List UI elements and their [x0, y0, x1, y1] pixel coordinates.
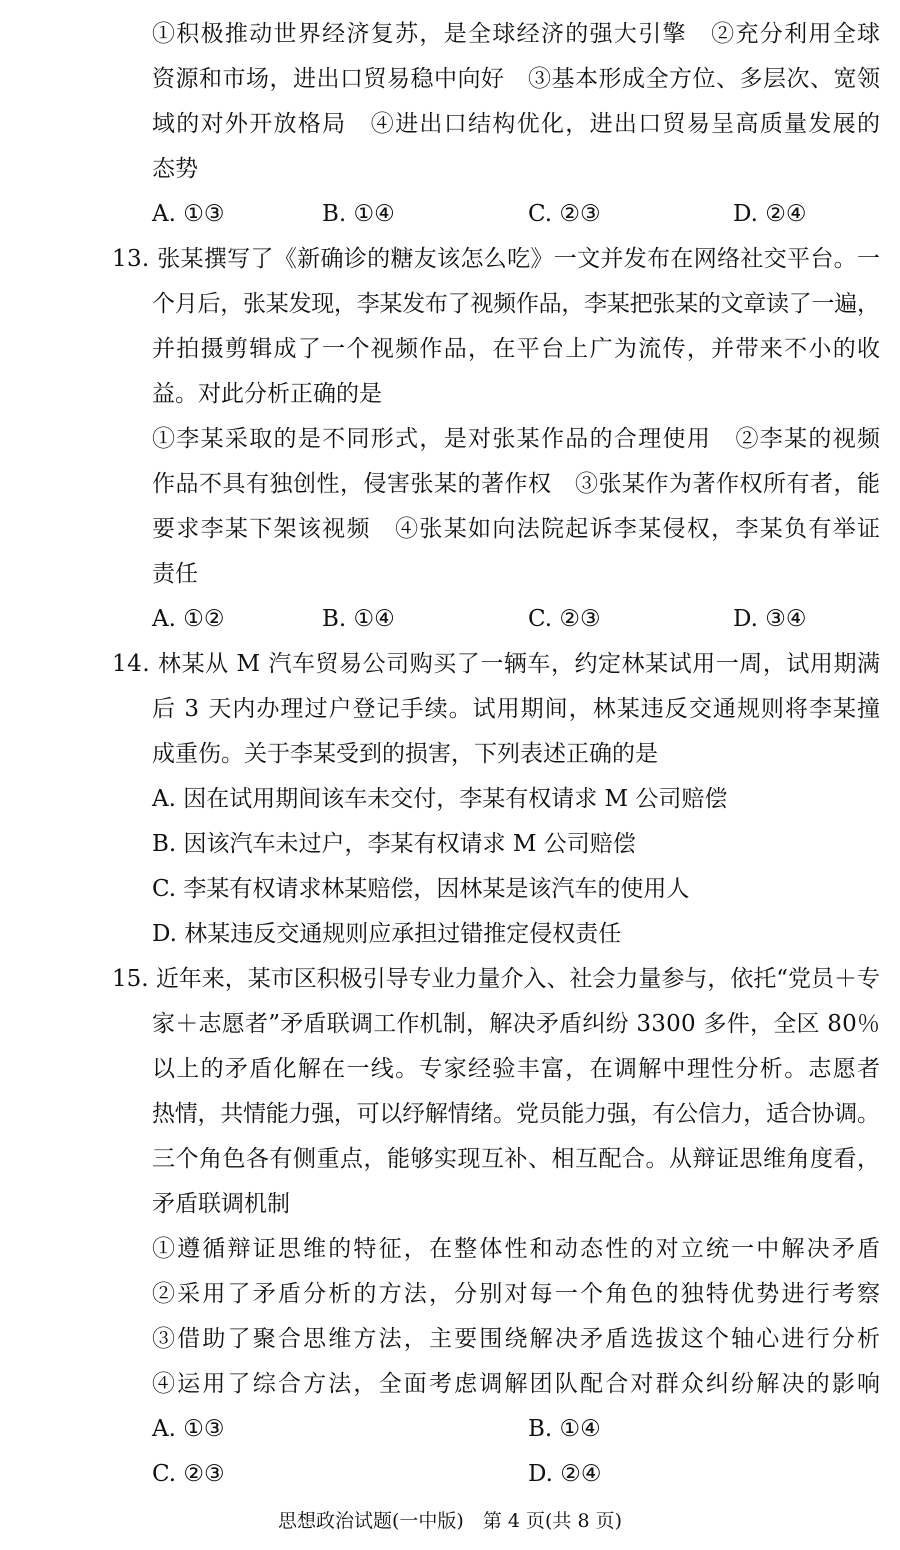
- q14-option-a: A. 因在试用期间该车未交付，李某有权请求 M 公司赔偿: [152, 786, 728, 812]
- q15-stem-line: 三个角色各有侧重点，能够实现互补、相互配合。从辩证思维角度看，: [152, 1146, 881, 1172]
- q15-statement-line: ①遵循辩证思维的特征，在整体性和动态性的对立统一中解决矛盾: [152, 1236, 883, 1262]
- q13-statement-line: ①李某采取的是不同形式，是对张某作品的合理使用 ②李某的视频: [152, 426, 882, 452]
- q15-stem-line: 15. 近年来，某市区积极引导专业力量介入、社会力量参与，依托“党员＋专: [112, 966, 880, 992]
- q12-text-line: ①积极推动世界经济复苏，是全球经济的强大引擎 ②充分利用全球: [152, 21, 882, 47]
- q13-stem-line: 13. 张某撰写了《新确诊的糖友该怎么吃》一文并发布在网络社交平台。一: [112, 246, 881, 272]
- q15-option-b: B. ①④: [528, 1416, 601, 1442]
- q15-statement-line: ③借助了聚合思维方法，主要围绕解决矛盾选拔这个轴心进行分析: [152, 1326, 883, 1352]
- q15-option-d: D. ②④: [528, 1461, 602, 1487]
- q13-stem-line: 并拍摄剪辑成了一个视频作品，在平台上广为流传，并带来不小的收: [152, 336, 882, 362]
- q15-option-a: A. ①③: [152, 1416, 225, 1442]
- q12-option-c: C. ②③: [528, 201, 601, 227]
- q13-statement-line: 责任: [152, 561, 198, 587]
- q13-statement-line: 作品不具有独创性，侵害张某的著作权 ③张某作为著作权所有者，能: [152, 471, 881, 497]
- q15-stem-line: 矛盾联调机制: [152, 1191, 290, 1217]
- q14-stem-line: 后 3 天内办理过户登记手续。试用期间，林某违反交通规则将李某撞: [152, 696, 882, 722]
- q12-option-a: A. ①③: [152, 201, 225, 227]
- q14-option-c: C. 李某有权请求林某赔偿，因林某是该汽车的使用人: [152, 876, 690, 902]
- q14-option-b: B. 因该汽车未过户，李某有权请求 M 公司赔偿: [152, 831, 636, 857]
- page-footer: 思想政治试题(一中版) 第 4 页(共 8 页): [278, 1510, 622, 1532]
- q14-option-d: D. 林某违反交通规则应承担过错推定侵权责任: [152, 921, 622, 947]
- q12-text-line: 域的对外开放格局 ④进出口结构优化，进出口贸易呈高质量发展的: [152, 111, 882, 137]
- q15-option-c: C. ②③: [152, 1461, 225, 1487]
- q13-option-a: A. ①②: [152, 606, 225, 632]
- q13-option-b: B. ①④: [322, 606, 395, 632]
- q12-option-d: D. ②④: [733, 201, 807, 227]
- q14-stem-line: 成重伤。关于李某受到的损害，下列表述正确的是: [152, 741, 658, 767]
- q13-statement-line: 要求李某下架该视频 ④张某如向法院起诉李某侵权，李某负有举证: [152, 516, 882, 542]
- q15-stem-line: 以上的矛盾化解在一线。专家经验丰富，在调解中理性分析。志愿者: [152, 1056, 882, 1082]
- q15-statement-line: ④运用了综合方法，全面考虑调解团队配合对群众纠纷解决的影响: [152, 1371, 883, 1397]
- q13-stem-line: 个月后，张某发现，李某发布了视频作品，李某把张某的文章读了一遍，: [152, 291, 880, 317]
- q13-stem-line: 益。对此分析正确的是: [152, 381, 382, 407]
- q12-text-line: 态势: [152, 156, 198, 182]
- q15-stem-line: 家＋志愿者”矛盾联调工作机制，解决矛盾纠纷 3300 多件，全区 80％: [152, 1011, 881, 1037]
- q15-stem-line: 热情，共情能力强，可以纾解情绪。党员能力强，有公信力，适合协调。: [152, 1101, 880, 1127]
- q12-option-b: B. ①④: [322, 201, 395, 227]
- q14-stem-line: 14. 林某从 M 汽车贸易公司购买了一辆车，约定林某试用一周，试用期满: [112, 651, 881, 677]
- q15-statement-line: ②采用了矛盾分析的方法，分别对每一个角色的独特优势进行考察: [152, 1281, 883, 1307]
- q13-option-d: D. ③④: [733, 606, 807, 632]
- q12-text-line: 资源和市场，进出口贸易稳中向好 ③基本形成全方位、多层次、宽领: [152, 66, 881, 92]
- q13-option-c: C. ②③: [528, 606, 601, 632]
